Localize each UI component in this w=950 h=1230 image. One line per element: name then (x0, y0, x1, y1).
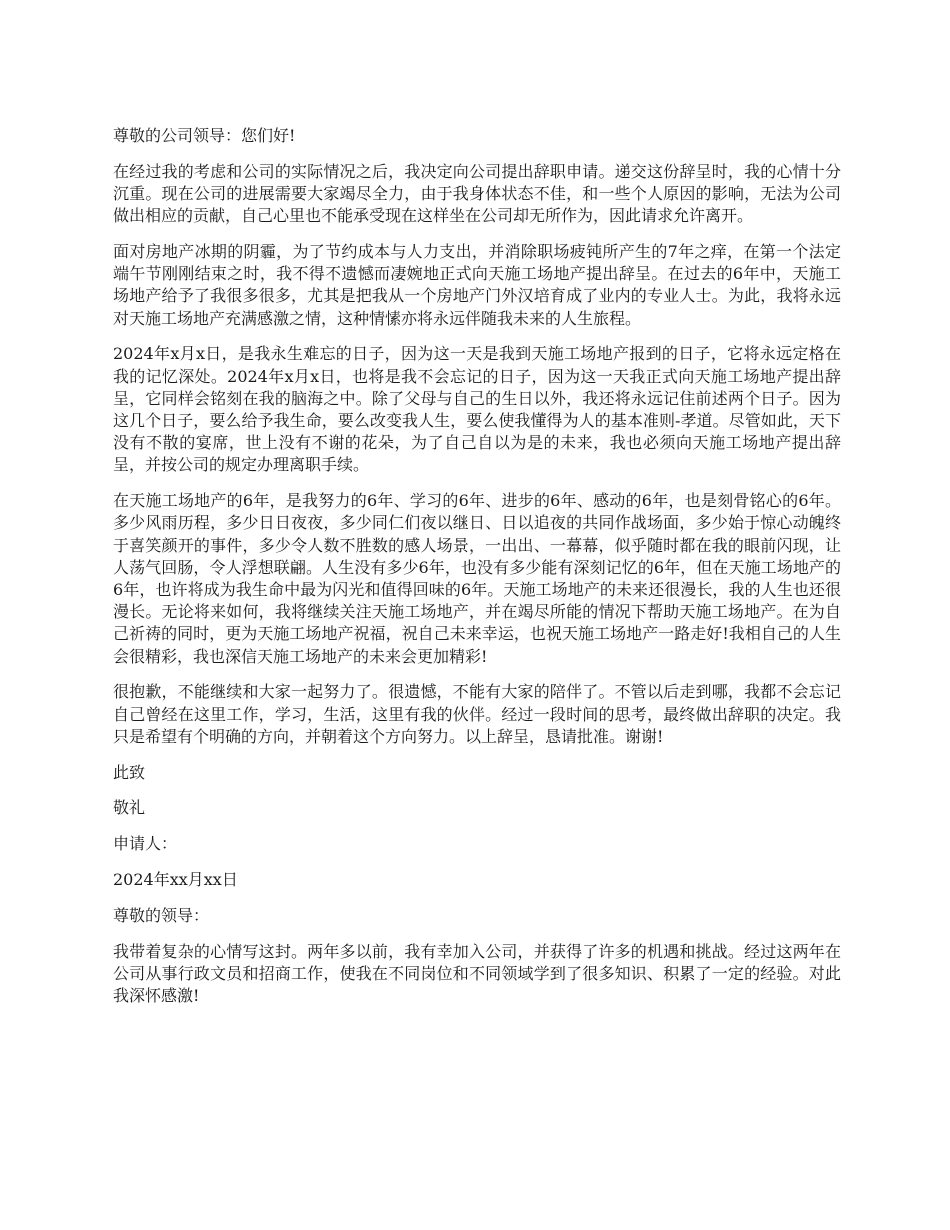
body-paragraph: 2024年x月x日，是我永生难忘的日子，因为这一天是我到天施工场地产报到的日子，它将永远定格在我的记忆深处。2024年x月x日，也将是我不会忘记的日子，因为这一天我正式向天施工场地产提出辞呈，它同样会铭刻在我的脑海之中。除了父母与自己的生日以外，我还将永远记住前述两个日子。因为这几个日子，要么给予我生命，要么改变我人生，要么使我懂得为人的基本准则-孝道。尽管如此，天下没有不散的宴席，世上没有不谢的花朵，为了自己自以为是的未来，我也必须向天施工场地产提出辞呈，并按公司的规定办理离职手续。 (113, 344, 841, 475)
body-paragraph: 面对房地产冰期的阴霾，为了节约成本与人力支出，并消除职场疲钝所产生的7年之痒，在第一个法定端午节刚刚结束之时，我不得不遗憾而凄婉地正式向天施工场地产提出辞呈。在过去的6年中，天施工场地产给予了我很多很多，尤其是把我从一个房地产门外汉培育成了业内的专业人士。为此，我将永远对天施工场地产充满感激之情，这种情愫亦将永远伴随我未来的人生旅程。 (113, 242, 841, 328)
closing-line: 此致 (113, 762, 146, 782)
document-page (113, 125, 841, 1021)
closing-line: 敬礼 (113, 798, 146, 818)
date-line: 2024年xx月xx日 (113, 870, 238, 890)
salutation: 尊敬的领导： (113, 905, 210, 925)
signature-line: 申请人： (113, 834, 178, 854)
body-paragraph: 很抱歉，不能继续和大家一起努力了。很遗憾，不能有大家的陪伴了。不管以后走到哪，我都不会忘记自己曾经在这里工作，学习，生活，这里有我的伙伴。经过一段时间的思考，最终做出辞职的决定。我只是希望有个明确的方向，并朝着这个方向努力。以上辞呈，恳请批准。谢谢! (113, 682, 841, 746)
salutation: 尊敬的公司领导：您们好! (113, 126, 296, 145)
body-paragraph: 在天施工场地产的6年，是我努力的6年、学习的6年、进步的6年、感动的6年，也是刻骨铭心的6年。多少风雨历程，多少日日夜夜，多少同仁们夜以继日、日以追夜的共同作战场面，多少始于惊心动魄终于喜笑颜开的事件，多少令人数不胜数的感人场景，一出出、一幕幕，似乎随时都在我的眼前闪现，让人荡气回肠，令人浮想联翩。人生没有多少6年，也没有多少能有深刻记忆的6年，但在天施工场地产的6年，也许将成为我生命中最为闪光和值得回味的6年。天施工场地产的未来还很漫长，我的人生也还很漫长。无论将来如何，我将继续关注天施工场地产，并在竭尽所能的情况下帮助天施工场地产。在为自己祈祷的同时，更为天施工场地产祝福，祝自己未来幸运，也祝天施工场地产一路走好!我相自己的人生会很精彩，我也深信天施工场地产的未来会更加精彩! (113, 491, 841, 666)
body-paragraph: 在经过我的考虑和公司的实际情况之后，我决定向公司提出辞职申请。递交这份辞呈时，我的心情十分沉重。现在公司的进展需要大家竭尽全力，由于我身体状态不佳，和一些个人原因的影响，无法为公司做出相应的贡献，自己心里也不能承受现在这样坐在公司却无所作为，因此请求允许离开。 (113, 161, 841, 226)
body-paragraph: 我带着复杂的心情写这封。两年多以前，我有幸加入公司，并获得了许多的机遇和挑战。经过这两年在公司从事行政文员和招商工作，使我在不同岗位和不同领域学到了很多知识、积累了一定的经验。对此我深怀感激! (113, 941, 841, 1006)
